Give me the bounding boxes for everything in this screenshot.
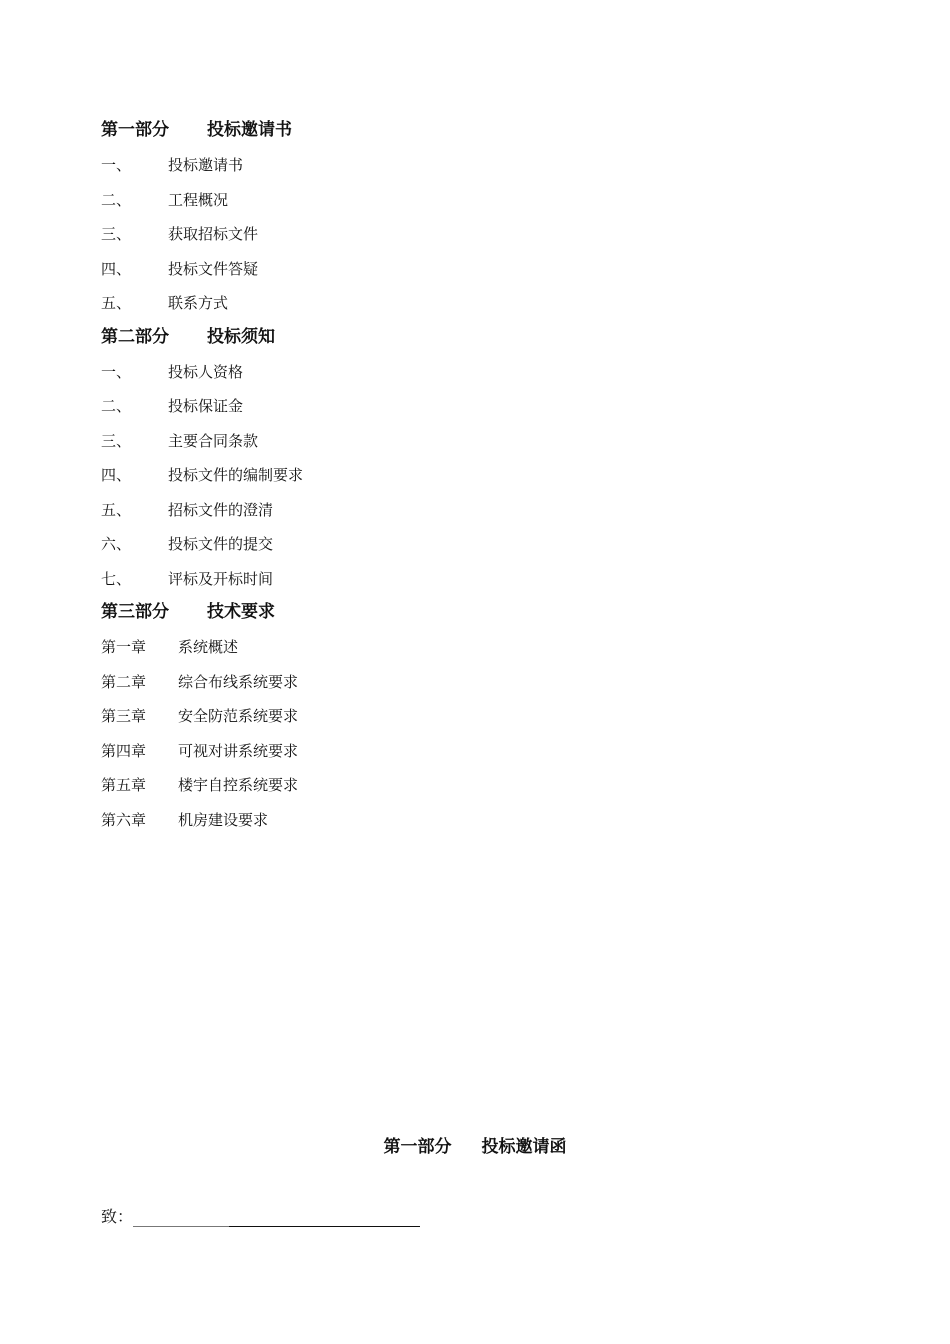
toc-item-text: 获取招标文件 xyxy=(168,225,259,243)
toc-section-heading-part3 xyxy=(101,598,701,632)
toc-item-text: 工程概况 xyxy=(168,190,229,209)
toc-item-number: 二、 xyxy=(101,397,132,415)
toc-item-number: 第五章 xyxy=(101,776,147,794)
letter-part-label: 第一部分 xyxy=(383,1137,452,1157)
toc-item xyxy=(101,770,701,805)
section-title: 投标须知 xyxy=(207,326,275,347)
underline-thin xyxy=(133,1226,229,1227)
addressee-blank-underline xyxy=(133,1209,420,1227)
toc-item xyxy=(101,495,701,530)
toc-item-text: 综合布线系统要求 xyxy=(178,672,299,691)
toc-item-text: 投标文件的提交 xyxy=(168,535,274,553)
invitation-letter-heading xyxy=(0,1132,950,1157)
toc-item-text: 评标及开标时间 xyxy=(168,569,274,588)
toc-item xyxy=(101,564,701,599)
toc-item xyxy=(101,632,701,667)
toc-item xyxy=(101,150,701,185)
addressee-line xyxy=(101,1204,420,1227)
toc-item-text: 招标文件的澄清 xyxy=(168,500,274,519)
toc-item xyxy=(101,185,701,220)
toc-item-number: 六、 xyxy=(101,535,132,553)
toc-item-number: 第三章 xyxy=(101,707,147,725)
section-part-label: 第一部分 xyxy=(101,120,169,140)
toc-item xyxy=(101,391,701,426)
toc-item-text: 主要合同条款 xyxy=(168,431,259,450)
toc-item-number: 七、 xyxy=(101,569,132,588)
toc-item xyxy=(101,460,701,495)
toc-item-text: 投标文件答疑 xyxy=(168,259,259,278)
toc-item-text: 投标保证金 xyxy=(168,397,244,415)
toc-item xyxy=(101,667,701,702)
toc-item xyxy=(101,426,701,461)
toc-item xyxy=(101,736,701,771)
toc-item-number: 四、 xyxy=(101,466,132,484)
addressee-label: 致： xyxy=(101,1207,134,1226)
toc-item xyxy=(101,288,701,323)
toc-item-number: 二、 xyxy=(101,190,132,209)
section-title: 投标邀请书 xyxy=(207,120,292,140)
section-part-label: 第二部分 xyxy=(101,326,169,347)
toc-item xyxy=(101,219,701,254)
toc-item-text: 投标邀请书 xyxy=(168,156,244,174)
toc-item-number: 五、 xyxy=(101,294,132,312)
toc-item-number: 第四章 xyxy=(101,741,147,760)
toc-section-heading-part1 xyxy=(101,116,701,150)
toc-item xyxy=(101,529,701,564)
toc-item-text: 机房建设要求 xyxy=(178,810,269,829)
letter-title: 投标邀请函 xyxy=(481,1137,567,1157)
toc-item-number: 第二章 xyxy=(101,672,147,691)
toc-item-number: 三、 xyxy=(101,225,132,243)
toc-item xyxy=(101,805,701,840)
toc-section-heading-part2 xyxy=(101,323,701,357)
toc-item-text: 安全防范系统要求 xyxy=(178,707,299,725)
toc-item-number: 四、 xyxy=(101,259,132,278)
toc-item-number: 第一章 xyxy=(101,638,147,656)
table-of-contents xyxy=(101,116,701,839)
toc-item-text: 投标文件的编制要求 xyxy=(168,466,304,484)
toc-item-number: 五、 xyxy=(101,500,132,519)
toc-item xyxy=(101,357,701,392)
toc-item-text: 联系方式 xyxy=(168,294,229,312)
underline-thick xyxy=(229,1226,420,1227)
toc-item xyxy=(101,701,701,736)
toc-item-text: 系统概述 xyxy=(178,638,239,656)
toc-item-number: 三、 xyxy=(101,431,132,450)
toc-item-number: 第六章 xyxy=(101,810,147,829)
toc-item-number: 一、 xyxy=(101,156,132,174)
toc-item-text: 投标人资格 xyxy=(168,362,244,381)
toc-item xyxy=(101,254,701,289)
section-part-label: 第三部分 xyxy=(101,602,169,622)
section-title: 技术要求 xyxy=(207,602,275,622)
toc-item-number: 一、 xyxy=(101,362,132,381)
toc-item-text: 可视对讲系统要求 xyxy=(178,741,299,760)
toc-item-text: 楼宇自控系统要求 xyxy=(178,776,299,794)
